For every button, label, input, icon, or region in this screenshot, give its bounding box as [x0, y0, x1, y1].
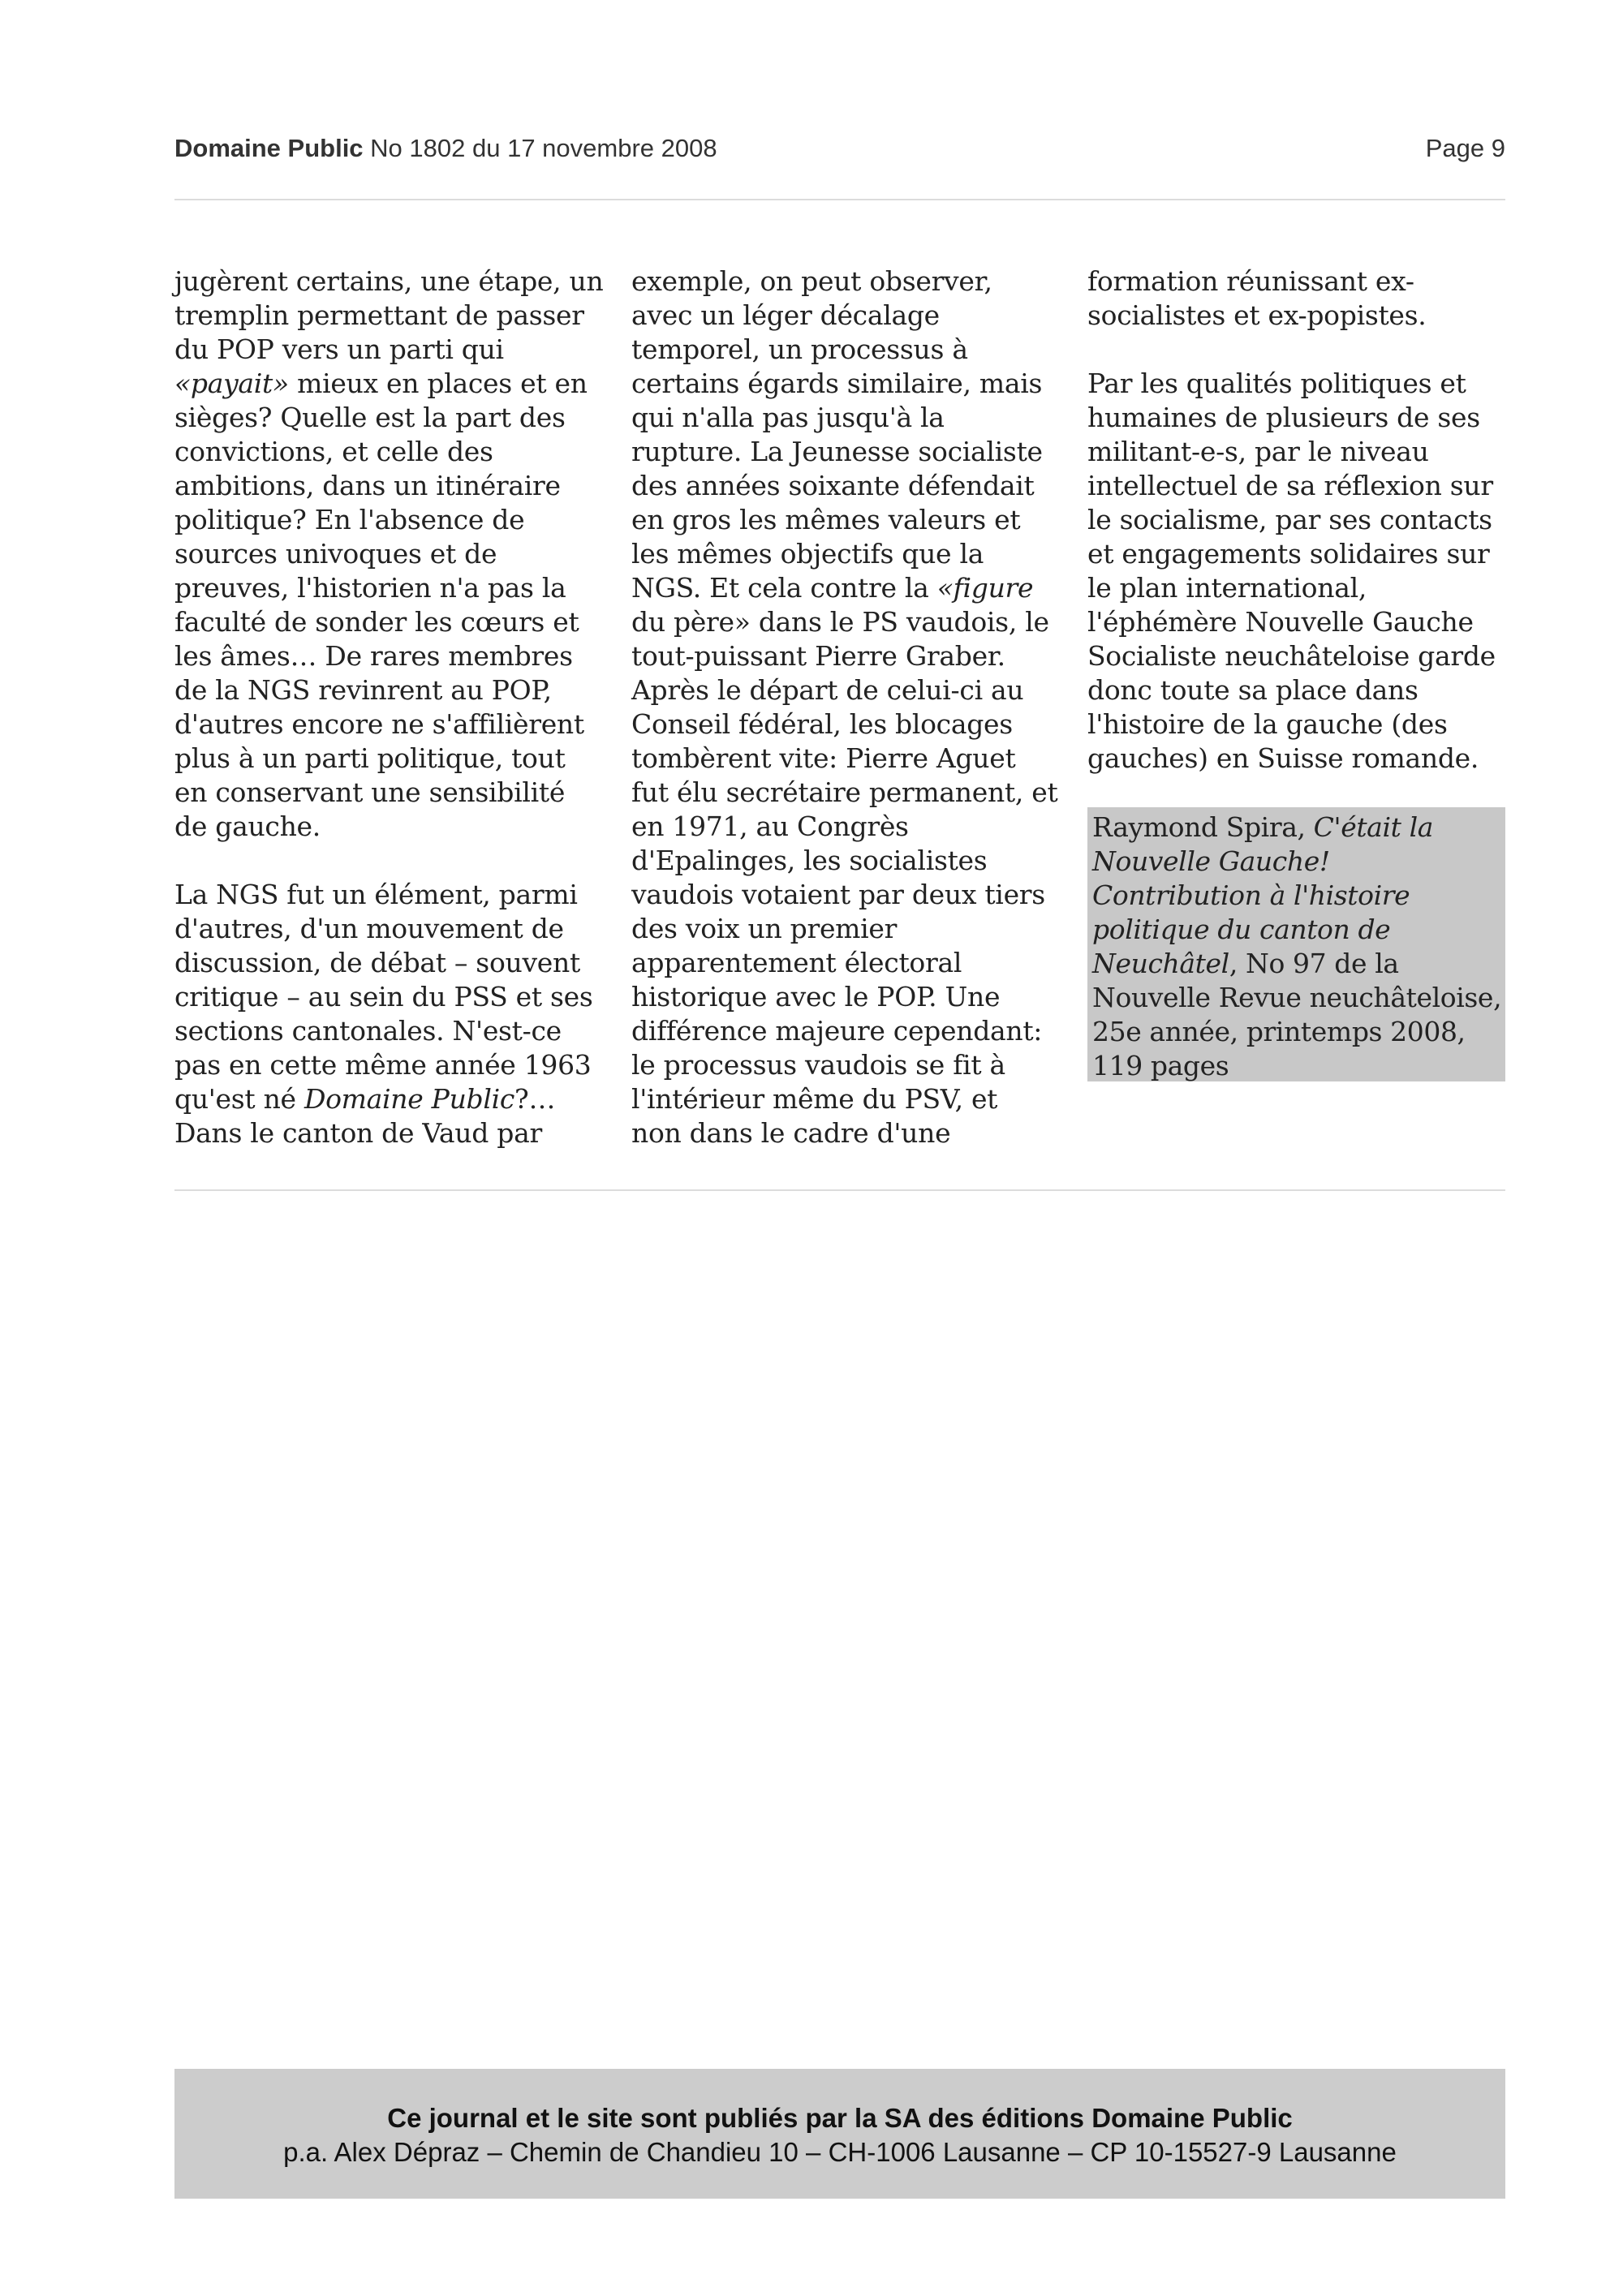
text-segment: NGS. Et cela contre la: [631, 572, 937, 604]
text-line: tout-puissant Pierre Graber.: [631, 640, 1005, 672]
text-line: de la NGS revinrent au POP,: [174, 674, 552, 706]
text-line: Par les qualités politiques et: [1087, 368, 1466, 399]
book-title: C'était la: [1313, 811, 1433, 843]
text-line: certains égards similaire, mais: [631, 368, 1043, 399]
issue-number: , No 97 de la: [1229, 948, 1399, 979]
text-line: ambitions, dans un itinéraire: [174, 470, 561, 501]
text-line: et engagements solidaires sur: [1087, 538, 1490, 570]
book-title: Contribution à l'histoire: [1092, 879, 1410, 911]
italic-text: «figure: [936, 572, 1034, 604]
text-line: plus à un parti politique, tout: [174, 742, 566, 774]
text-line: sources univoques et de: [174, 538, 497, 570]
article-column-2: [631, 264, 1058, 1150]
edition-info: 25e année, printemps 2008,: [1092, 1016, 1466, 1047]
text-line: qui n'alla pas jusqu'à la: [631, 402, 945, 433]
text-line: Conseil fédéral, les blocages: [631, 708, 1013, 740]
text-line: preuves, l'historien n'a pas la: [174, 572, 566, 604]
text-line: des années soixante défendait: [631, 470, 1035, 501]
text-line: jugèrent certains, une étape, un: [174, 265, 604, 297]
text-line: le socialisme, par ses contacts: [1087, 504, 1492, 535]
text-line: Après le départ de celui-ci au: [631, 674, 1024, 706]
footer-address-line: p.a. Alex Dépraz – Chemin de Chandieu 10 – CH-1006 Lausanne – CP 10-15527-9 Lausanne: [283, 2137, 1397, 2167]
text-line: historique avec le POP. Une: [631, 981, 1001, 1013]
text-line: différence majeure cependant:: [631, 1015, 1043, 1047]
text-line: l'histoire de la gauche (des: [1087, 708, 1448, 740]
text-line: militant-e-s, par le niveau: [1087, 436, 1429, 467]
article-end-divider: [174, 1189, 1505, 1191]
text-line: convictions, et celle des: [174, 436, 493, 467]
text-line: pas en cette même année 1963: [174, 1049, 592, 1081]
text-line: humaines de plusieurs de ses: [1087, 402, 1480, 433]
publication-name: Domaine Public: [174, 134, 364, 162]
text-segment: qu'est né: [174, 1083, 304, 1115]
text-line: d'Epalinges, les socialistes: [631, 845, 988, 876]
text-line: d'autres encore ne s'affilièrent: [174, 708, 584, 740]
text-segment: ?…: [514, 1083, 556, 1115]
text-line: La NGS fut un élément, parmi: [174, 879, 578, 910]
book-title: politique du canton de: [1092, 914, 1391, 945]
text-line: politique? En l'absence de: [174, 504, 525, 535]
header-divider: [174, 199, 1505, 200]
paragraph: [174, 264, 604, 844]
paragraph: [1087, 367, 1509, 776]
text-line: [631, 571, 1053, 605]
text-line: l'éphémère Nouvelle Gauche: [1087, 606, 1474, 638]
text-line: Dans le canton de Vaud par: [174, 1117, 542, 1149]
text-line: formation réunissant ex-: [1087, 265, 1414, 297]
text-segment: du père»: [631, 606, 751, 638]
publisher-footer: [174, 2069, 1505, 2199]
text-line: [174, 367, 596, 401]
text-line: le processus vaudois se fit à: [631, 1049, 1005, 1081]
text-line: avec un léger décalage: [631, 299, 940, 331]
text-line: l'intérieur même du PSV, et: [631, 1083, 998, 1115]
journal-name: Nouvelle Revue neuchâteloise,: [1092, 982, 1502, 1013]
text-line: tremplin permettant de passer: [174, 299, 584, 331]
article-column-1: [174, 264, 604, 1150]
text-line: temporel, un processus à: [631, 333, 968, 365]
text-line: le plan international,: [1087, 572, 1367, 604]
text-segment: dans le PS vaudois, le: [750, 606, 1049, 638]
text-line: fut élu secrétaire permanent, et: [631, 776, 1058, 808]
text-line: intellectuel de sa réflexion sur: [1087, 470, 1493, 501]
book-title: Neuchâtel: [1092, 948, 1229, 979]
text-line: non dans le cadre d'une: [631, 1117, 951, 1149]
page-count: 119 pages: [1092, 1050, 1229, 1081]
text-line: des voix un premier: [631, 913, 898, 944]
text-segment: mieux en places et en: [288, 368, 588, 399]
footer-publisher-line: Ce journal et le site sont publiés par la SA des éditions Domaine Public: [387, 2103, 1293, 2133]
paragraph: [1087, 264, 1509, 333]
text-line: apparentement électoral: [631, 947, 962, 978]
text-line: vaudois votaient par deux tiers: [631, 879, 1045, 910]
text-line: sections cantonales. N'est-ce: [174, 1015, 562, 1047]
page-number: Page 9: [1425, 134, 1505, 162]
text-line: en gros les mêmes valeurs et: [631, 504, 1021, 535]
text-line: tombèrent vite: Pierre Aguet: [631, 742, 1016, 774]
text-line: [631, 605, 1053, 639]
text-line: critique – au sein du PSS et ses: [174, 981, 593, 1013]
issue-info: No 1802 du 17 novembre 2008: [370, 134, 717, 162]
italic-text: «payait»: [174, 368, 289, 399]
text-line: [174, 1082, 596, 1116]
book-title: Nouvelle Gauche!: [1092, 845, 1330, 877]
text-line: de gauche.: [174, 810, 321, 842]
text-line: d'autres, d'un mouvement de: [174, 913, 564, 944]
book-reference-box: [1087, 807, 1505, 1081]
text-line: discussion, de débat – souvent: [174, 947, 580, 978]
page-header: [174, 134, 1505, 174]
text-line: en 1971, au Congrès: [631, 810, 909, 842]
italic-text: Domaine Public: [304, 1083, 515, 1115]
author: Raymond Spira,: [1092, 811, 1314, 843]
text-line: en conservant une sensibilité: [174, 776, 566, 808]
text-line: exemple, on peut observer,: [631, 265, 992, 297]
paragraph: [631, 264, 1058, 1150]
text-line: les mêmes objectifs que la: [631, 538, 984, 570]
text-line: les âmes… De rares membres: [174, 640, 573, 672]
paragraph: [174, 878, 596, 1150]
text-line: gauches) en Suisse romande.: [1087, 742, 1479, 774]
text-line: donc toute sa place dans: [1087, 674, 1419, 706]
article-column-3: [1087, 264, 1509, 776]
text-line: sièges? Quelle est la part des: [174, 402, 566, 433]
text-line: socialistes et ex-popistes.: [1087, 299, 1427, 331]
text-line: du POP vers un parti qui: [174, 333, 504, 365]
text-line: faculté de sonder les cœurs et: [174, 606, 579, 638]
text-line: Socialiste neuchâteloise garde: [1087, 640, 1496, 672]
text-line: rupture. La Jeunesse socialiste: [631, 436, 1043, 467]
